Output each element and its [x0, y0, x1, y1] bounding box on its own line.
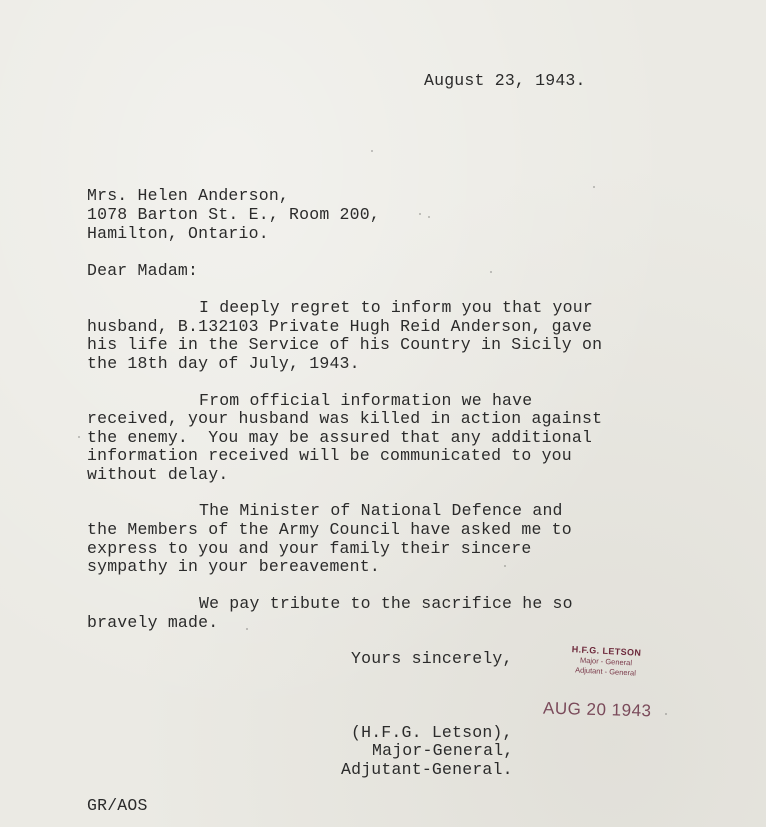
paper-speck [504, 565, 506, 567]
recipient-city: Hamilton, Ontario. [87, 224, 269, 243]
reference-initials: GR/AOS [87, 796, 148, 815]
paragraph-line: We pay tribute to the sacrifice he so [199, 594, 573, 613]
paragraph-line: From official information we have [199, 391, 533, 410]
stamp-rank: Major - General [579, 655, 633, 668]
paper-speck [78, 436, 80, 438]
signature-stamp [555, 643, 656, 679]
recipient-name: Mrs. Helen Anderson, [87, 186, 290, 205]
paper-speck [428, 216, 430, 218]
stamp-name: H.F.G. LETSON [571, 644, 642, 658]
recipient-street: 1078 Barton St. E., Room 200, [87, 205, 380, 224]
paragraph-line: bravely made. [87, 613, 219, 632]
paragraph-line: I deeply regret to inform you that your [199, 298, 593, 317]
paragraph-line: his life in the Service of his Country in Sicily on [87, 335, 603, 354]
paragraph-line: the enemy. You may be assured that any additional [87, 428, 593, 447]
paper-speck [665, 713, 667, 715]
salutation: Dear Madam: [87, 261, 199, 280]
paragraph-line: husband, B.132103 Private Hugh Reid Anderson, gave [87, 317, 593, 336]
paragraph-line: the Members of the Army Council have asked me to [87, 520, 572, 539]
paper-speck [490, 271, 492, 273]
paragraph-line: the 18th day of July, 1943. [87, 354, 360, 373]
date-stamp: AUG 20 1943 [542, 698, 652, 721]
paragraph-line: received, your husband was killed in action against [87, 409, 603, 428]
paragraph-line: information received will be communicated to you [87, 446, 572, 465]
paragraph-line: without delay. [87, 465, 229, 484]
stamp-title: Adjutant - General [574, 665, 637, 678]
paper-speck [593, 186, 595, 188]
signatory-rank: Major-General, [372, 741, 514, 760]
signatory-name: (H.F.G. Letson), [351, 723, 513, 742]
paper-speck [246, 628, 248, 630]
paragraph-line: The Minister of National Defence and [199, 501, 563, 520]
signatory-title: Adjutant-General. [341, 760, 513, 779]
closing: Yours sincerely, [351, 649, 513, 668]
letter-date: August 23, 1943. [424, 71, 586, 90]
paper-speck [371, 150, 373, 152]
paragraph-line: sympathy in your bereavement. [87, 557, 380, 576]
paragraph-line: express to you and your family their sincere [87, 539, 532, 558]
paper-speck [419, 213, 421, 215]
